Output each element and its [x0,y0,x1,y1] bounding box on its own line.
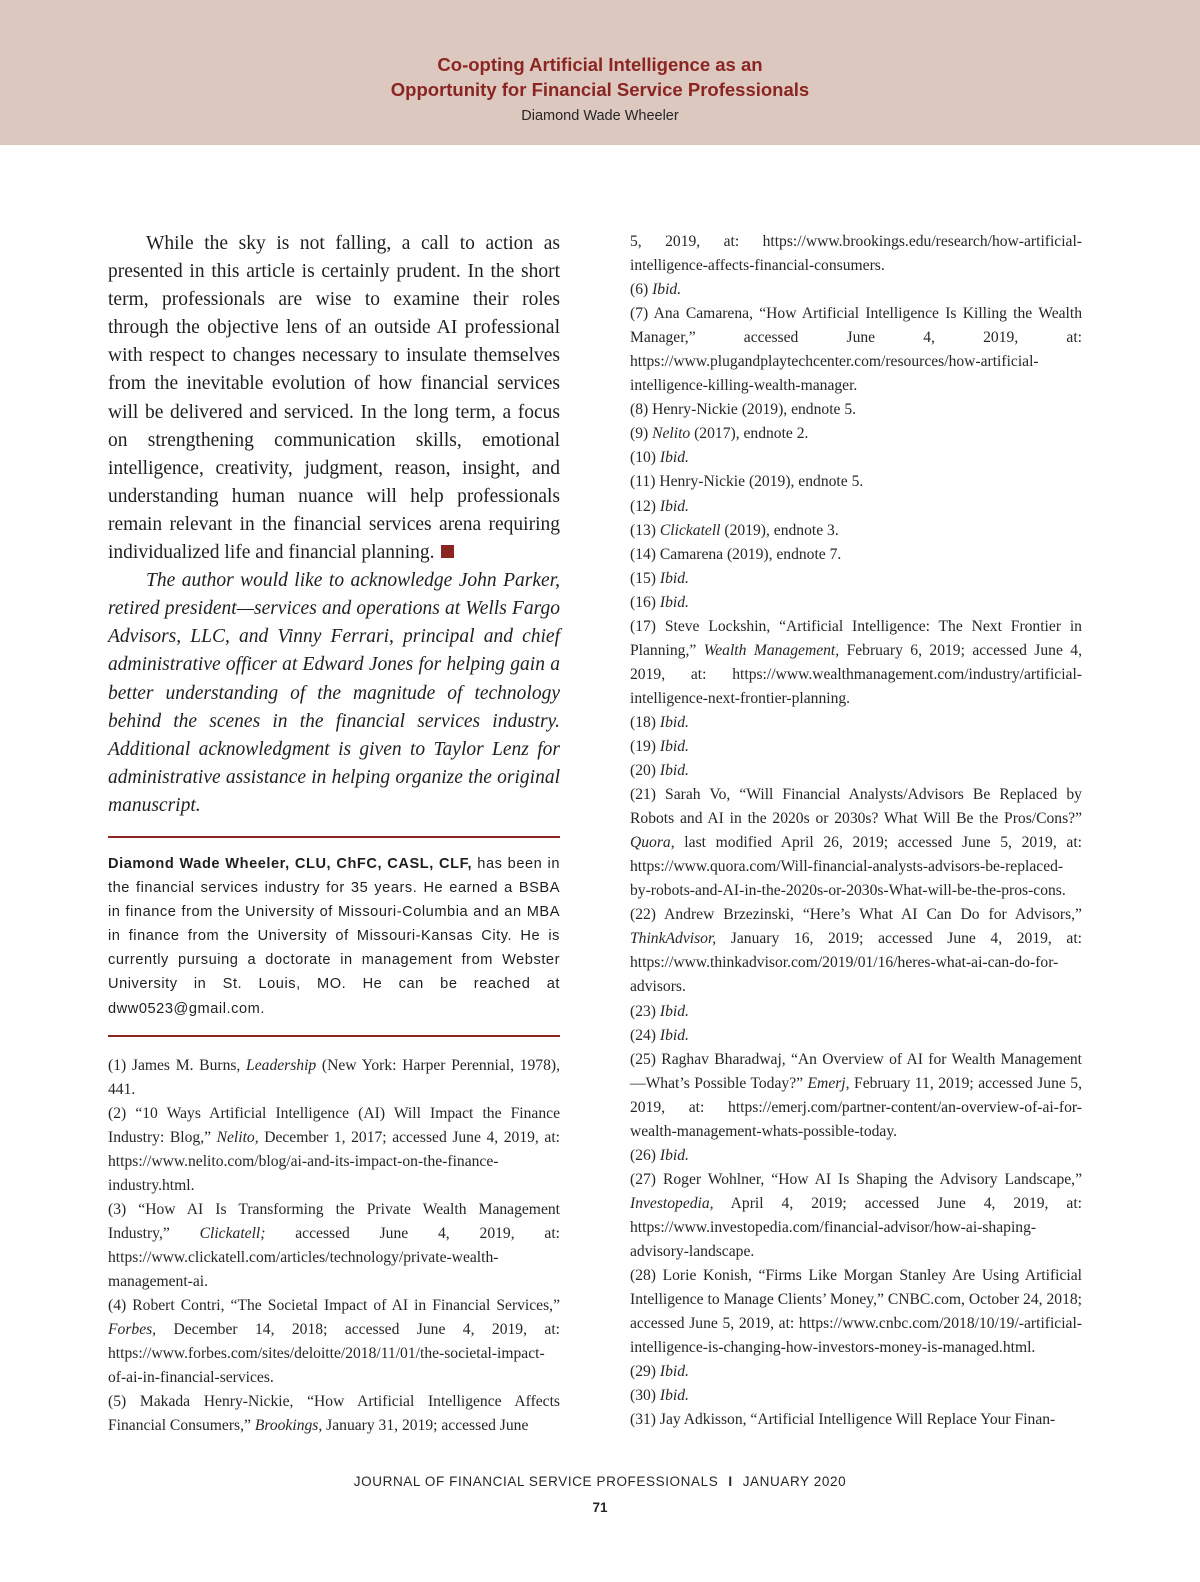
endnote-text-after: February 11, 2019; accessed June 5, 2019, at: https://emerj.com/partner-content/an-overview-of-ai-for-wealth-management-whats-possible-today. [630,1074,1083,1140]
endnote-source: Forbes, [108,1320,157,1338]
end-of-article-mark [441,545,454,558]
endnote-item [630,783,1082,903]
endnote-item [630,422,1082,446]
endnote-source: Ibid. [659,497,689,515]
endnote-item [108,1198,560,1294]
endnote-text: Andrew Brzezinski, “Here’s What AI Can Do for Advisors,” [664,906,1082,924]
footer-journal-name: JOURNAL OF FINANCIAL SERVICE PROFESSIONALS [353,1474,719,1489]
endnote-source: Ibid. [659,569,689,587]
endnote-item [630,759,1082,783]
article-title [0,52,1200,102]
endnote-number: (27) [630,1170,663,1188]
endnote-text-after: April 4, 2019; accessed June 4, 2019, at: https://www.investopedia.com/financial-advisor/how-ai-shaping-advisory-landscape. [630,1194,1082,1260]
endnote-item [630,398,1082,422]
endnote-text-after: (2017), endnote 2. [690,425,809,443]
left-column [108,230,560,1438]
endnote-number: (9) [630,425,653,443]
endnote-number: (28) [630,1267,663,1285]
endnote-item [630,1384,1082,1408]
endnote-number: (4) [108,1296,133,1314]
endnote-item [630,711,1082,735]
endnote-text: Raghav Bharadwaj, “An Overview of AI for Wealth Management—What’s Possible Today?” [630,1050,1082,1092]
endnote-text: Ana Camarena, “How Artificial Intelligence Is Killing the Wealth Manager,” accessed June 4, 2019, at: https://www.plugandplaytechcenter.com/resources/how-artificial-intelligence-killing-wealth-manager. [630,305,1082,395]
endnote-text: Lorie Konish, “Firms Like Morgan Stanley Are Using Artificial Intelligence to Manage Clients’ Money,” CNBC.com, October 24, 2018; accessed June 5, 2019, at: https://www.cnbc.com/2018/10/19/-artificial-intelligence-is-changing-how-investors-money-is-managed.html. [630,1267,1082,1357]
endnote-number: (29) [630,1363,660,1381]
article-title-line-2: Opportunity for Financial Service Professionals [390,79,810,100]
endnote-number: (10) [630,449,660,467]
endnote-number: (31) [630,1411,660,1429]
endnote-number: (13) [630,521,660,539]
endnote-item [630,591,1082,615]
endnote-source: Wealth Management, [703,641,840,659]
endnote-number: (2) [108,1104,136,1122]
endnote-source: Emerj, [807,1074,850,1092]
endnote-text: Jay Adkisson, “Artificial Intelligence Will Replace Your Finan- [659,1411,1056,1429]
conclusion-text: While the sky is not falling, a call to action as presented in this article is certainly prudent. In the short term, professionals are wise to examine their roles through the objective lens of an outside AI professional with respect to changes necessary to insulate themselves from the inevitable evolution of how financial services will be delivered and serviced. In the long term, a focus on strengthening communication skills, emotional intelligence, creativity, judgment, reason, insight, and understanding human nuance will help professionals remain relevant in the financial services arena requiring individualized life and financial planning. [108,233,560,564]
endnote-source: Leadership [246,1056,317,1074]
endnote-number: (16) [630,593,660,611]
endnote-item [630,567,1082,591]
endnote-text: “How AI Is Transforming the Private Wealth Management Industry,” [108,1200,560,1242]
endnote-source: Clickatell [659,521,721,539]
endnote-text: 5, 2019, at: https://www.brookings.edu/research/how-artificial-intelligence-affects-financial-consumers. [630,233,1082,275]
endnote-number: (25) [630,1050,662,1068]
endnote-item [630,1024,1082,1048]
endnote-text-after: last modified April 26, 2019; accessed June 5, 2019, at: https://www.quora.com/Will-financial-analysts-advisors-be-replaced-by-robots-and-AI-in-the-2020s-or-2030s-What-will-be-the-pros-cons. [630,834,1082,900]
footer [0,1474,1200,1489]
endnote-number: (11) [630,473,660,491]
endnote-item [630,1408,1082,1432]
endnote-source: Clickatell; [199,1224,266,1242]
endnote-source: Ibid. [659,1002,689,1020]
endnote-item [108,1390,560,1438]
endnote-item [630,1000,1082,1024]
endnote-source: Ibid. [659,713,689,731]
endnote-text: Sarah Vo, “Will Financial Analysts/Advisors Be Replaced by Robots and AI in the 2020s or 2030s? What Will Be the Pros/Cons?” [630,786,1082,828]
endnote-source: Ibid. [659,737,689,755]
endnote-source: Ibid. [659,1026,689,1044]
endnote-text: James M. Burns, [131,1056,247,1074]
endnote-text: Henry-Nickie (2019), endnote 5. [659,473,864,491]
endnote-item [630,735,1082,759]
endnote-number: (26) [630,1146,660,1164]
endnote-item [630,1168,1082,1264]
endnote-text: Steve Lockshin, “Artificial Intelligence: The Next Frontier in Planning,” [630,617,1082,659]
endnote-number: (24) [630,1026,660,1044]
endnote-item [108,1102,560,1198]
endnote-number: (17) [630,617,665,635]
endnote-source: Quora, [630,834,675,852]
endnote-number: (5) [108,1392,140,1410]
endnote-number: (22) [630,906,665,924]
endnote-text-after: December 14, 2018; accessed June 4, 2019, at: https://www.forbes.com/sites/deloitte/2018/11/01/the-societal-impact-of-ai-in-financial-services. [108,1320,560,1386]
running-header [0,0,1200,145]
endnote-item [630,495,1082,519]
endnotes-right [630,230,1082,1432]
endnote-number: (1) [108,1056,132,1074]
endnote-source: Ibid. [659,593,689,611]
endnote-text: Camarena (2019), endnote 7. [659,545,842,563]
endnotes-left [108,1054,560,1438]
endnote-text-after: (2019), endnote 3. [720,521,839,539]
endnote-number: (23) [630,1002,660,1020]
footer-date: JANUARY 2020 [742,1474,847,1489]
endnote-item [630,615,1082,711]
endnote-source: Ibid. [659,449,689,467]
endnote-source: Nelito [652,425,691,443]
endnote-item [630,470,1082,494]
bio-author-name: Diamond Wade Wheeler, CLU, ChFC, CASL, CLF, [108,855,473,872]
endnote-number: (19) [630,737,660,755]
endnote-item [630,1264,1082,1360]
endnote-text-after: (New York: Harper Perennial, 1978), 441. [108,1056,560,1098]
endnote-number: (3) [108,1200,139,1218]
endnote-number: (21) [630,786,666,804]
endnote-item [630,230,1082,278]
conclusion-paragraph [108,230,560,567]
page-number: 71 [592,1500,608,1515]
bio-bottom-rule [108,1035,560,1037]
endnote-source: Brookings, [254,1416,323,1434]
endnote-number: (14) [630,545,660,563]
endnote-source: Ibid. [652,281,682,299]
endnote-number: (15) [630,569,660,587]
footer-separator: I [728,1474,733,1489]
article-title-line-1: Co-opting Artificial Intelligence as an [437,54,763,75]
endnote-number: (12) [630,497,660,515]
endnote-text-after: December 1, 2017; accessed June 4, 2019, at: https://www.nelito.com/blog/ai-and-its-impact-on-the-finance-industry.html. [108,1128,560,1194]
endnote-text-after: accessed June 4, 2019, at: https://www.clickatell.com/articles/technology/private-wealth-management-ai. [108,1224,561,1290]
endnote-item [630,519,1082,543]
endnote-source: Ibid. [659,762,689,780]
endnote-item [630,543,1082,567]
header-author: Diamond Wade Wheeler [521,108,679,124]
endnote-item [630,1048,1082,1144]
endnote-item [630,302,1082,398]
endnote-number: (30) [630,1387,660,1405]
endnote-number: (8) [630,401,653,419]
endnote-text: Henry-Nickie (2019), endnote 5. [652,401,857,419]
endnote-text: Roger Wohlner, “How AI Is Shaping the Advisory Landscape,” [662,1170,1082,1188]
endnote-number: (7) [630,305,654,323]
endnote-source: Ibid. [659,1363,689,1381]
endnote-source: Investopedia, [630,1194,714,1212]
endnote-item [630,278,1082,302]
endnote-source: Ibid. [659,1387,689,1405]
endnote-item [630,1144,1082,1168]
author-bio [108,852,560,1021]
acknowledgment-paragraph: The author would like to acknowledge John Parker, retired president—services and operations at Wells Fargo Advisors, LLC, and Vinny Ferrari, principal and chief administrative officer at Edward Jones for helping gain a better understanding of the magnitude of technology behind the scenes in the financial services industry. Additional acknowledgment is given to Taylor Lenz for administrative assistance in helping organize the original manuscript. [108,570,560,816]
endnote-text: “10 Ways Artificial Intelligence (AI) Will Impact the Finance Industry: Blog,” [108,1104,560,1146]
endnote-item [108,1054,560,1102]
endnote-text-after: February 6, 2019; accessed June 4, 2019, at: https://www.wealthmanagement.com/industry/artificial-intelligence-next-frontier-planning. [630,641,1082,707]
endnote-number: (6) [630,281,653,299]
endnote-number: (20) [630,762,660,780]
endnote-number: (18) [630,713,660,731]
endnote-text: Makada Henry-Nickie, “How Artificial Intelligence Affects Financial Consumers,” [108,1392,560,1434]
endnote-source: Nelito, [216,1128,259,1146]
endnote-item [108,1294,560,1390]
endnote-item [630,1360,1082,1384]
endnote-source: ThinkAdvisor, [630,930,717,948]
endnote-source: Ibid. [659,1146,689,1164]
endnote-text: Robert Contri, “The Societal Impact of AI in Financial Services,” [132,1296,560,1314]
endnote-item [630,446,1082,470]
endnote-item [630,903,1082,999]
endnote-text-after: January 31, 2019; accessed June [322,1416,529,1434]
bio-top-rule [108,836,560,838]
endnote-text-after: January 16, 2019; accessed June 4, 2019, at: https://www.thinkadvisor.com/2019/01/16/heres-what-ai-can-do-for-advisors. [630,930,1082,996]
bio-text: has been in the financial services industry for 35 years. He earned a BSBA in finance from the University of Missouri-Columbia and an MBA in finance from the University of Missouri-Kansas City. He is currently pursuing a doctorate in management from Webster University in St. Louis, MO. He can be reached at dww0523@gmail.com. [108,855,561,1017]
